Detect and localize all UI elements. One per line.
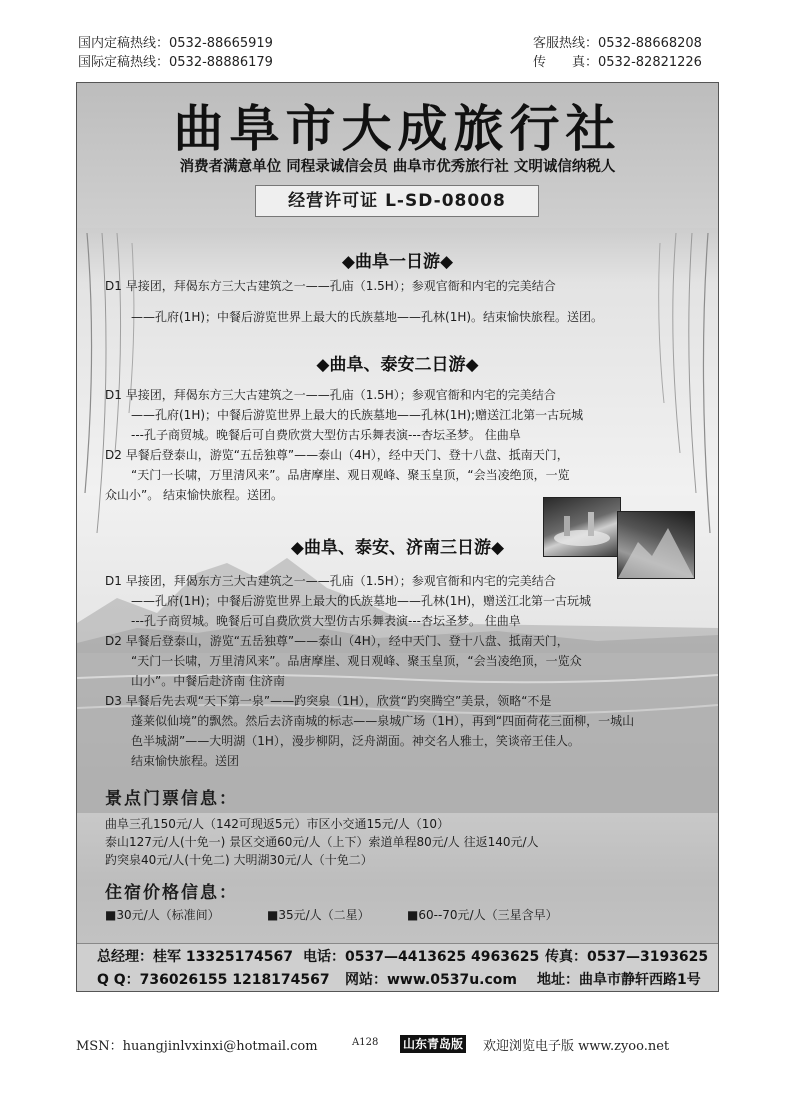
tour-line: 色半城湖”——大明湖（1H），漫步柳阴，泛舟湖面。神交名人雅士，笑谈帝王佳人。 [131,734,580,748]
tour-title-one-day: ◆曲阜一日游◆ [341,252,454,272]
honors-line: 消费者满意单位 同程录诚信会员 曲阜市优秀旅行社 文明诚信纳税人 [179,159,616,175]
lodging-item: ■60--70元/人（三星含早） [407,908,558,922]
ticket-line: 曲阜三孔150元/人（142可现返5元）市区小交通15元/人（10） [105,817,450,831]
tour-line: 众山小”。 结束愉快旅程。送团。 [105,488,284,502]
hotline-bar [0,34,800,74]
tour-line: “天门一长啸，万里清风来”。品唐摩崖、观日观峰、聚玉皇顶，“会当凌绝顶，一览 [131,468,570,482]
tour-line: D3 早餐后先去观“天下第一泉”——趵突泉（1H），欣赏“趵突腾空”美景，领略“不是 [105,694,552,708]
qq-contact: Q Q：736026155 1218174567 [97,972,330,988]
service-hotline: 客服热线：0532-88668208 [533,36,702,51]
domestic-hotline: 国内定稿热线：0532-88665919 [78,36,273,51]
fax-contact: 传真：0537—3193625 [545,949,709,965]
tour-line: ---孔子商贸城。晚餐后可自费欣赏大型仿古乐舞表演---杏坛圣梦。 住曲阜 [131,614,521,628]
page-code: A128 [352,1037,379,1048]
phone-contact: 电话：0537—4413625 4963625 [303,949,540,965]
lodging-info-heading: 住宿价格信息： [105,883,238,903]
tour-line: D1 早接团，拜偈东方三大古建筑之一——孔庙（1.5H）；参观官衙和内宅的完美结合 [105,279,556,293]
ad-panel [76,82,719,992]
tour-line: D2 早餐后登泰山，游览“五岳独尊”——泰山（4H），经中天门、登十八盘、抵南天门， [105,448,569,462]
intl-hotline: 国际定稿热线：0532-88886179 [78,55,273,70]
tour-line: D1 早接团，拜偈东方三大古建筑之一——孔庙（1.5H）；参观官衙和内宅的完美结合 [105,574,556,588]
tour-line: ——孔府(1H)；中餐后游览世界上最大的氏族墓地——孔林(1H)。结束愉快旅程。送团。 [131,310,604,324]
tour-line: ---孔子商贸城。晚餐后可自费欣赏大型仿古乐舞表演---杏坛圣梦。 住曲阜 [131,428,521,442]
manager-contact: 总经理：桂军 13325174567 [97,949,294,965]
fax-line: 传 真：0532-82821226 [533,55,702,70]
bottom-bar [0,1035,800,1057]
tour-line: 蓬莱似仙境”的飘然。然后去济南城的标志——泉城广场（1H），再到“四面荷花三面柳，一城山 [131,714,635,728]
ticket-line: 泰山127元/人(十免一) 景区交通60元/人（上下）索道单程80元/人 往返140元/人 [105,835,539,849]
license-badge: 经营许可证 L-SD-08008 [255,185,539,217]
agency-title: 曲阜市大成旅行社 [173,99,622,158]
ticket-info-heading: 景点门票信息： [105,789,238,809]
contact-footer [77,943,718,992]
tour-line: “天门一长啸，万里清风来”。品唐摩崖、观日观峰、聚玉皇顶，“会当凌绝顶，一览众 [131,654,582,668]
msn-contact: MSN：huangjinlvxinxi@hotmail.com [76,1039,318,1054]
ticket-line: 趵突泉40元/人(十免二) 大明湖30元/人（十免二） [105,853,373,867]
tour-line: D2 早餐后登泰山，游览“五岳独尊”——泰山（4H），经中天门、登十八盘、抵南天门， [105,634,569,648]
tour-title-three-day: ◆曲阜、泰安、济南三日游◆ [290,538,505,558]
lodging-item: ■35元/人（二星） [267,908,370,922]
welcome-link[interactable]: 欢迎浏览电子版 www.zyoo.net [483,1039,670,1054]
tour-line: ——孔府(1H)；中餐后游览世界上最大的氏族墓地——孔林(1H)，赠送江北第一古玩城 [131,594,592,608]
website-link[interactable]: 网站：www.0537u.com [345,972,517,988]
tour-title-two-day: ◆曲阜、泰安二日游◆ [316,355,479,375]
lodging-item: ■30元/人（标准间） [105,908,220,922]
tour-line: ——孔府(1H)；中餐后游览世界上最大的氏族墓地——孔林(1H);赠送江北第一古玩城 [131,408,584,422]
address-contact: 地址：曲阜市静轩西路1号 [537,972,701,988]
edition-badge: 山东青岛版 [400,1035,466,1053]
tour-line: 山小”。中餐后赴济南 住济南 [131,674,286,688]
tour-line: D1 早接团，拜偈东方三大古建筑之一——孔庙（1.5H）；参观官衙和内宅的完美结合 [105,388,556,402]
tour-line: 结束愉快旅程。送团 [131,754,240,768]
